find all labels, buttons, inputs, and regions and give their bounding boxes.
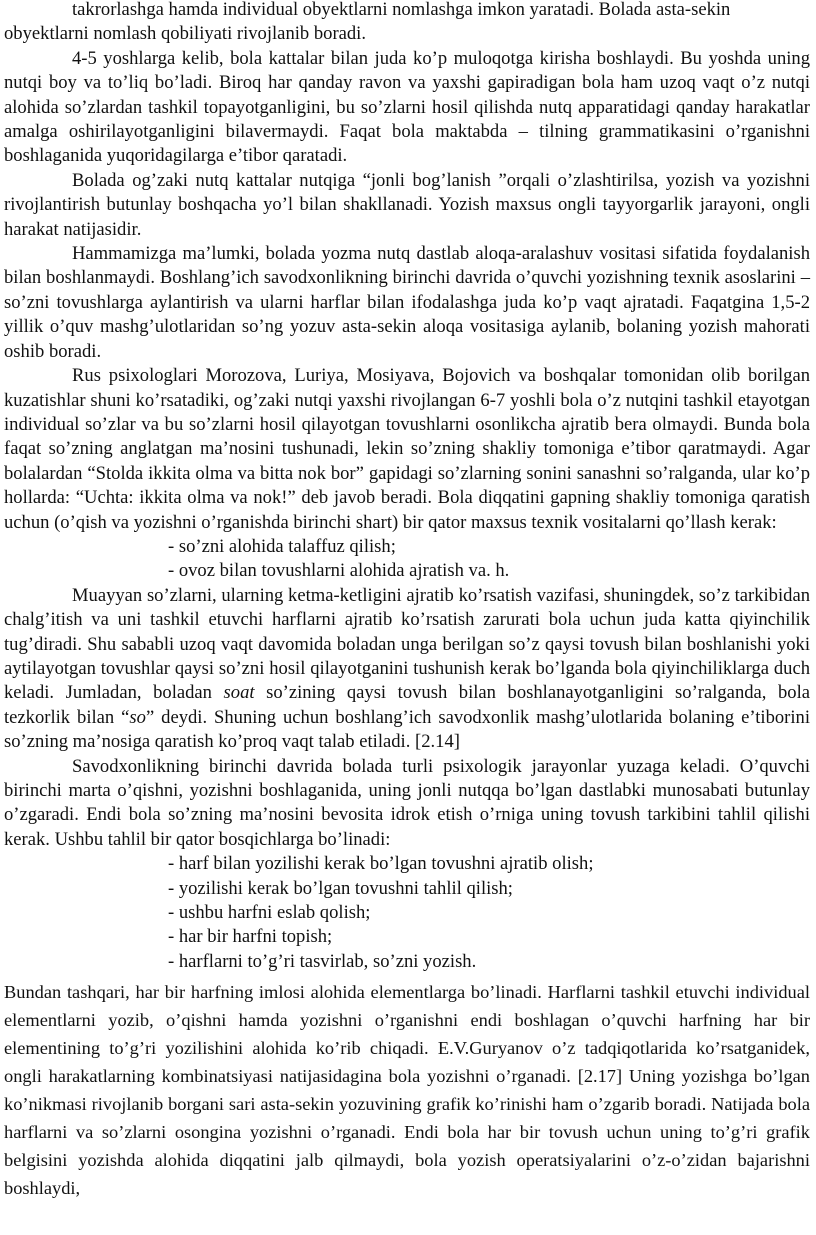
paragraph-2: Bolada og’zaki nutq kattalar nutqiga “jonli bog’lanish ”orqali o’zlashtirilsa, yozish va yozishni rivojlantirish butunlay boshqacha yo’l bilan shakllanadi. Yozish maxsus ongli tayyorgarlik jarayoni, ongli harakat natijasidir. bbox=[4, 169, 810, 240]
paragraph-5-text-a: Muayyan so’zlarni, ularning ketma-ketligini ajratib ko’rsatish vazifasi, shuningdek, so’z tarkibidan chalg’itish va uni tashkil etuvchi harflarni ajratib ko’rsatish zarurati bola uchun juda katta qiyinchilik tug’diradi. Shu sababli uzoq vaqt davomida boladan unga berilgan so’z qaysi tovush bilan boshlanishi yoki aytilayotgan tovushlar qaysi so’zni hosil qilayotganini tushunish kerak bo’lganda bola qiyinchiliklarga duch keladi. Jumladan, boladan bbox=[4, 584, 810, 704]
paragraph-5 bbox=[4, 584, 810, 755]
paragraph-7: Bundan tashqari, har bir harfning imlosi alohida elementlarga bo’linadi. Harflarni tashkil etuvchi individual elementlarni yozib, o’qishni hamda yozishni o’rganishni endi boshlagan o’quvchi harfning har bir elementining to’g’ri yozilishini alohida ko’rib chiqadi. E.V.Guryanov o’z tadqiqotlarida ko’rsatganidek, ongli harakatlarning kombinatsiyasi natijasidagina bola yozishni o’rganadi. [2.17] Uning yozishga bo’lgan ko’nikmasi rivojlanib borgani sari asta-sekin yozuvining grafik ko’rinishi ham o’zgarib boradi. Natijada bola harflarni va so’zlarni osongina yozishni o’rganadi. Endi bola har bir tovush uchun uning to’g’ri grafik belgisini yozishda alohida diqqatini jalb qilmaydi, bola yozish operatsiyalarini o’z-o’zidan bajarishni boshlaydi, bbox=[4, 982, 810, 1199]
list-item: - harf bilan yozilishi kerak bo’lgan tovushni ajratib olish; bbox=[168, 853, 594, 875]
emphasis-so: so bbox=[129, 706, 146, 728]
list-item: - yozilishi kerak bo’lgan tovushni tahlil qilish; bbox=[168, 877, 513, 899]
paragraph-4: Rus psixologlari Morozova, Luriya, Mosiyava, Bojovich va boshqalar tomonidan olib borilgan kuzatishlar shuni ko’rsatadiki, og’zaki nutqi yaxshi rivojlangan 6-7 yoshli bola o’z nutqini tashkil etayotgan individual so’zlar va bu so’zlarni hosil qilayotgan tovushlarni osonlikcha ajratib bera olmaydi. Bunda bola faqat so’zning anglatgan ma’nosini tushunadi, lekin so’zning shakliy tomoniga e’tibor qaratmaydi. Agar bolalardan “Stolda ikkita olma va bitta nok bor” gapidagi so’zlarning sonini sanashni so’ralganda, ular ko’p hollarda: “Uchta: ikkita olma va nok!” deb javob beradi. Bola diqqatini gapning shakliy tomoniga qaratish uchun (o’qish va yozishni o’rganishda birinchi shart) bir qator maxsus texnik vositalarni qo’llash kerak: bbox=[4, 365, 810, 533]
paragraph-5-text-b: so’zining qaysi tovush bilan boshlanayotganligini so’ralganda, bola tezkorlik bilan “ bbox=[4, 682, 811, 728]
paragraph-6: Savodxonlikning birinchi davrida bolada turli psixologik jarayonlar yuzaga keladi. O’quvchi birinchi marta o’qishni, yozishni boshlaganida, uning jonli nutqqa bo’lgan dastlabki munosabati butunlay o’zgaradi. Endi bola so’zning ma’nosini bevosita idrok etish o’rniga uning tovush tarkibini tahlil qilishi kerak. Ushbu tahlil bir qator bosqichlarga bo’linadi: bbox=[4, 755, 810, 850]
intro-line-continued: obyektlarni nomlash qobiliyati rivojlanib boradi. bbox=[4, 23, 366, 45]
list-item: - ushbu harfni eslab qolish; bbox=[168, 902, 371, 924]
list-item: - harflarni to’g’ri tasvirlab, so’zni yozish. bbox=[168, 950, 477, 972]
list-item: - so’zni alohida talaffuz qilish; bbox=[168, 535, 396, 557]
paragraph-3: Hammamizga ma’lumki, bolada yozma nutq dastlab aloqa-aralashuv vositasi sifatida foydalanish bilan boshlanmaydi. Boshlang’ich savodxonlikning birinchi davrida o’quvchi yozishning texnik asoslarini –so’zni tovushlarga aylantirish va ularni harflar bilan ifodalashga juda ko’p vaqt ajratadi. Faqatgina 1,5-2 yillik o’quv mashg’ulotlaridan so’ng yozuv asta-sekin aloqa vositasiga aylanib, bolaning yozish mahorati oshib boradi. bbox=[4, 243, 810, 362]
list-item: - har bir harfni topish; bbox=[168, 926, 333, 948]
emphasis-soat: soat bbox=[223, 682, 255, 704]
intro-line: takrorlashga hamda individual obyektlarni nomlashga imkon yaratadi. Bolada asta-sekin bbox=[72, 0, 731, 20]
paragraph-5-text-c: ” deydi. Shuning uchun boshlang’ich savodxonlik mashg’ulotlarida bolaning e’tiborini so’zning ma’nosiga qaratish ko’proq vaqt talab etiladi. [2.14] bbox=[4, 706, 810, 753]
list-item: - ovoz bilan tovushlarni alohida ajratish va. h. bbox=[168, 560, 510, 582]
paragraph-1: 4-5 yoshlarga kelib, bola kattalar bilan juda ko’p muloqotga kirisha boshlaydi. Bu yoshda uning nutqi boy va to’liq bo’ladi. Biroq har qanday ravon va yaxshi gapiradigan bola ham uzoq vaqt o’z nutqi alohida so’zlardan tashkil topayotganligini, bu so’zlarni hosil qilishda nutq apparatidagi qanday harakatlar amalga oshirilayotganligini bilavermaydi. Faqat bola maktabda – tilning grammatikasini o’rganishni boshlaganida yuqoridagilarga e’tibor qaratadi. bbox=[4, 47, 810, 167]
